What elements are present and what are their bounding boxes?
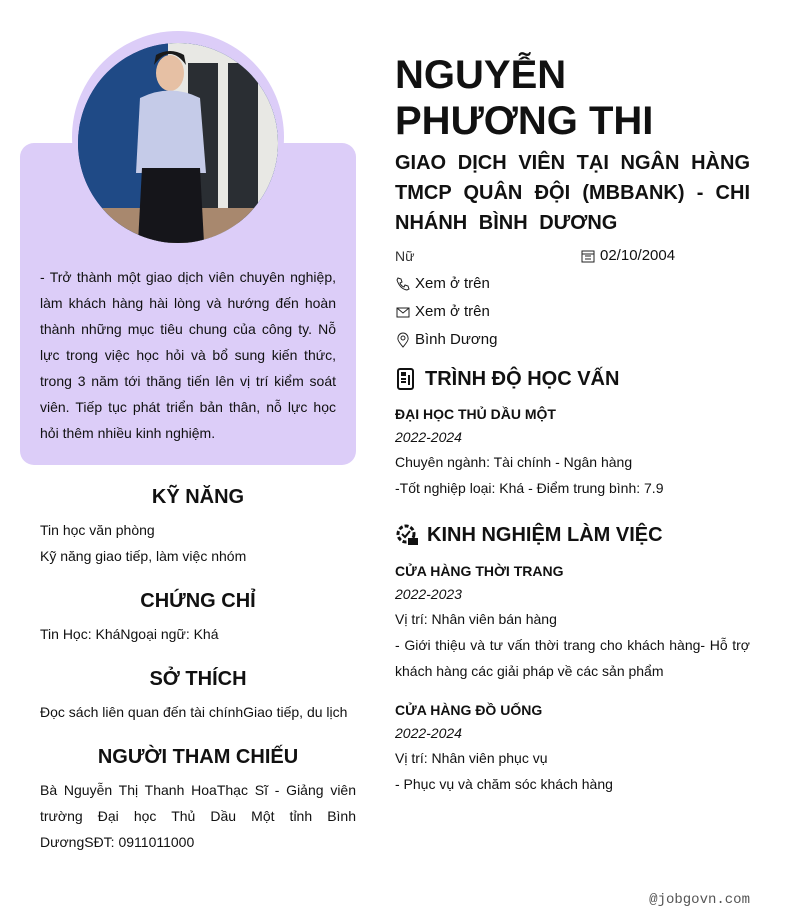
experience-gear-icon <box>395 523 419 547</box>
skill-item: Tin học văn phòng <box>40 522 155 538</box>
job-period: 2022-2024 <box>395 725 462 741</box>
skill-item: Kỹ năng giao tiếp, làm việc nhóm <box>40 548 247 564</box>
address-value: Bình Dương <box>415 331 498 348</box>
birthdate-value: 02/10/2004 <box>600 247 676 264</box>
experience-title: KINH NGHIỆM LÀM VIỆC <box>427 523 663 546</box>
certificates-heading: CHỨNG CHỈ <box>140 590 256 612</box>
gender <box>395 246 414 266</box>
education-icon <box>395 367 417 391</box>
education-period: 2022-2024 <box>395 429 462 445</box>
calendar-icon <box>580 248 596 264</box>
job-description: - Giới thiệu và tư vấn thời trang cho khách hàng- Hỗ trợ khách hàng các giải pháp về các sản phẩm <box>395 637 750 679</box>
mail-icon <box>395 304 411 320</box>
experience-heading <box>395 523 663 547</box>
school-name: ĐẠI HỌC THỦ DẦU MỘT <box>395 406 556 422</box>
avatar <box>78 43 278 243</box>
gender-value: Nữ <box>395 248 415 264</box>
footer-watermark: @jobgovn.com <box>649 892 750 908</box>
references-heading: NGƯỜI THAM CHIẾU <box>97 746 299 768</box>
phone-value: Xem ở trên <box>415 275 490 292</box>
candidate-name: NGUYỄN PHƯƠNG THI <box>395 53 654 143</box>
job-position: Vị trí: Nhân viên bán hàng <box>395 611 557 627</box>
company-name: CỬA HÀNG ĐỒ UỐNG <box>395 702 543 718</box>
references-text: Bà Nguyễn Thị Thanh HoaThạc Sĩ - Giảng viên trường Đại học Thủ Dầu Một tỉnh Bình DươngSĐT: 0911011000 <box>40 782 356 850</box>
certificates-text: Tin Học: KháNgoại ngữ: Khá <box>40 626 219 642</box>
phone <box>395 274 490 294</box>
hobbies-text: Đọc sách liên quan đến tài chínhGiao tiếp, du lịch <box>40 704 348 720</box>
job-title: GIAO DỊCH VIÊN TẠI NGÂN HÀNG TMCP QUÂN ĐỘI (MBBANK) - CHI NHÁNH BÌNH DƯƠNG <box>395 152 750 234</box>
education-title: TRÌNH ĐỘ HỌC VẤN <box>425 367 620 390</box>
birthdate <box>580 246 675 266</box>
email <box>395 302 490 322</box>
company-name: CỬA HÀNG THỜI TRANG <box>395 563 564 579</box>
hobbies-heading: SỞ THÍCH <box>149 668 247 690</box>
education-result: -Tốt nghiệp loại: Khá - Điểm trung bình: 7.9 <box>395 480 664 496</box>
job-period: 2022-2023 <box>395 586 462 602</box>
skills-heading: KỸ NĂNG <box>151 486 245 508</box>
address <box>395 330 497 350</box>
job-position: Vị trí: Nhân viên phục vụ <box>395 750 548 766</box>
career-objective: - Trở thành một giao dịch viên chuyên nghiệp, làm khách hàng hài lòng và hướng đến hoàn thành những mục tiêu chung của công ty. Nỗ lực trong việc học hỏi và bổ sung kiến thức, trong 3 năm tới thăng tiến lên vị trí kiểm soát viên. Tiếp tục phát triển bản thân, nỗ lực học hỏi thêm nhiều kinh nghiệm. <box>40 269 336 441</box>
job-description: - Phục vụ và chăm sóc khách hàng <box>395 776 613 792</box>
email-value: Xem ở trên <box>415 303 490 320</box>
location-pin-icon <box>395 332 411 348</box>
education-heading <box>395 367 619 391</box>
education-major: Chuyên ngành: Tài chính - Ngân hàng <box>395 454 633 470</box>
phone-icon <box>395 276 411 292</box>
